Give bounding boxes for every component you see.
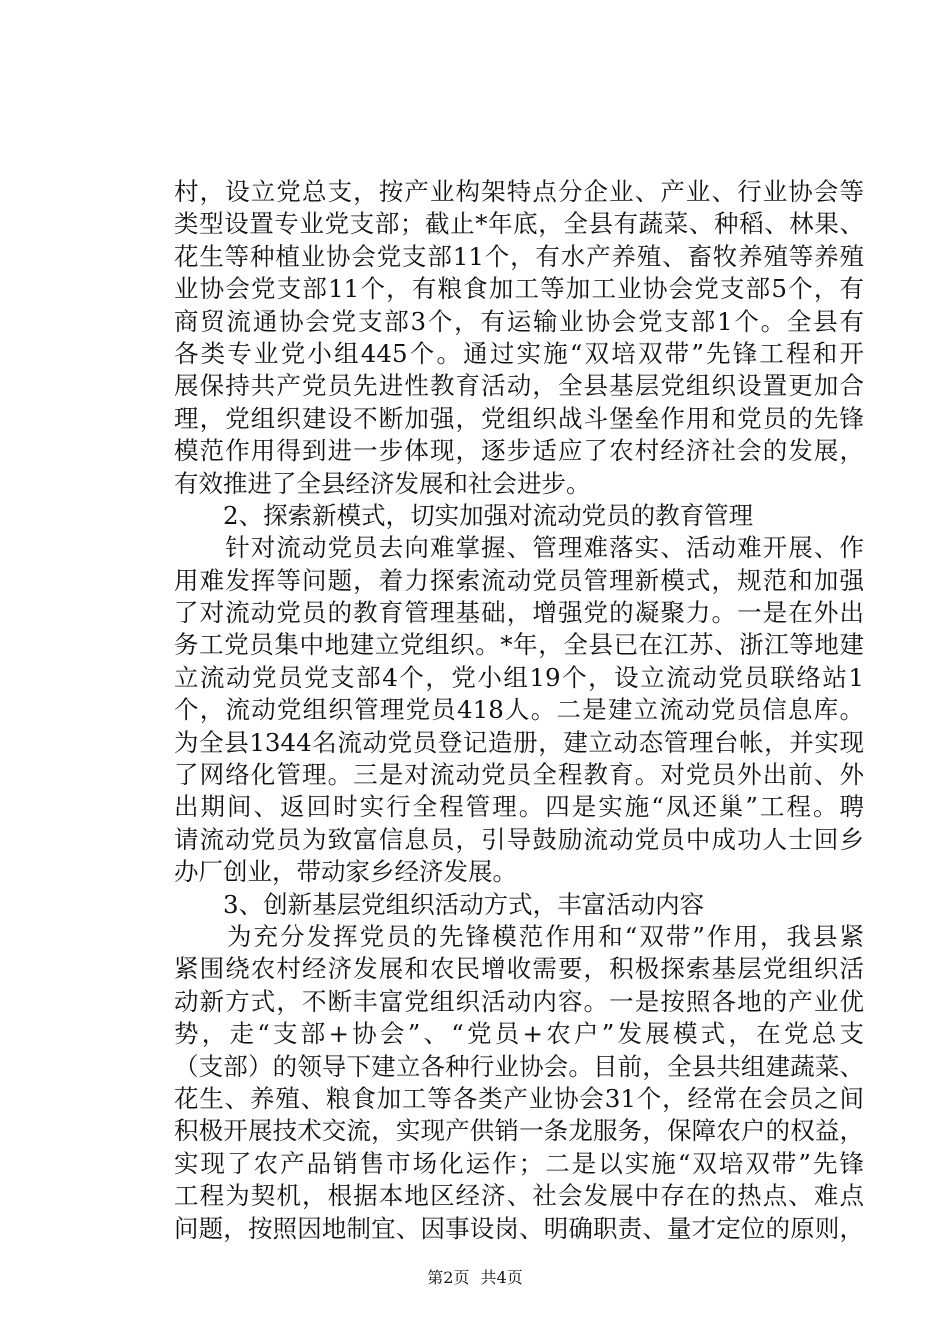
text-line: 紧围绕农村经济发展和农民增收需要，积极探索基层党组织活	[174, 954, 864, 984]
document-body	[174, 176, 864, 1245]
text-line: 出期间、返回时实行全程管理。四是实施“凤还巢”工程。聘	[174, 792, 864, 822]
page-total: 共4页	[480, 1268, 523, 1287]
text-line: 实现了农产品销售市场化运作；二是以实施“双培双带”先锋	[174, 1148, 864, 1178]
page-number: 第2页	[427, 1268, 470, 1287]
text-line: 花生等种植业协会党支部11个，有水产养殖、畜牧养殖等养殖	[174, 241, 864, 271]
text-line: 针对流动党员去向难掌握、管理难落实、活动难开展、作	[174, 533, 864, 563]
text-line: 为充分发挥党员的先锋模范作用和“双带”作用，我县紧	[174, 921, 864, 951]
text-line: （支部）的领导下建立各种行业协会。目前，全县共组建蔬菜、	[174, 1051, 864, 1081]
text-line: 模范作用得到进一步体现，逐步适应了农村经济社会的发展，	[174, 436, 864, 466]
text-line: 立流动党员党支部4个，党小组19个，设立流动党员联络站1	[174, 662, 864, 692]
text-line: 各类专业党小组445个。通过实施“双培双带”先锋工程和开	[174, 338, 864, 368]
text-line: 个，流动党组织管理党员418人。二是建立流动党员信息库。	[174, 695, 864, 725]
text-line: 村，设立党总支，按产业构架特点分企业、产业、行业协会等	[174, 177, 864, 206]
text-line: 问题，按照因地制宜、因事设岗、明确职责、量才定位的原则，	[174, 1213, 864, 1243]
paragraph-last-line: 有效推进了全县经济发展和社会进步。	[174, 468, 591, 498]
text-line: 动新方式，不断丰富党组织活动内容。一是按照各地的产业优	[174, 986, 864, 1016]
text-line: 花生、养殖、粮食加工等各类产业协会31个，经常在会员之间	[174, 1083, 864, 1113]
section-heading-3: 3、创新基层党组织活动方式，丰富活动内容	[174, 889, 705, 919]
text-line: 了对流动党员的教育管理基础，增强党的凝聚力。一是在外出	[174, 598, 864, 628]
text-line: 商贸流通协会党支部3个，有运输业协会党支部1个。全县有	[174, 306, 864, 336]
paragraph-last-line: 办厂创业，带动家乡经济发展。	[174, 857, 517, 887]
text-line: 展保持共产党员先进性教育活动，全县基层党组织设置更加合	[174, 371, 864, 401]
text-line: 务工党员集中地建立党组织。*年，全县已在江苏、浙江等地建	[174, 630, 864, 660]
text-line: 了网络化管理。三是对流动党员全程教育。对党员外出前、外	[174, 760, 864, 790]
text-line: 为全县1344名流动党员登记造册，建立动态管理台帐，并实现	[174, 727, 864, 757]
section-heading-2: 2、探索新模式，切实加强对流动党员的教育管理	[174, 500, 754, 530]
text-line: 理，党组织建设不断加强，党组织战斗堡垒作用和党员的先锋	[174, 403, 864, 433]
page-footer	[0, 1268, 950, 1288]
text-line: 积极开展技术交流，实现产供销一条龙服务，保障农户的权益，	[174, 1116, 864, 1146]
text-line: 工程为契机，根据本地区经济、社会发展中存在的热点、难点	[174, 1181, 864, 1211]
text-line: 用难发挥等问题，着力探索流动党员管理新模式，规范和加强	[174, 565, 864, 595]
text-line: 业协会党支部11个，有粮食加工等加工业协会党支部5个，有	[174, 274, 864, 304]
text-line: 请流动党员为致富信息员，引导鼓励流动党员中成功人士回乡	[174, 824, 864, 854]
text-line: 势，走“支部+协会”、“党员+农户”发展模式，在党总支	[174, 1019, 864, 1049]
text-line: 类型设置专业党支部；截止*年底，全县有蔬菜、种稻、林果、	[174, 209, 864, 239]
